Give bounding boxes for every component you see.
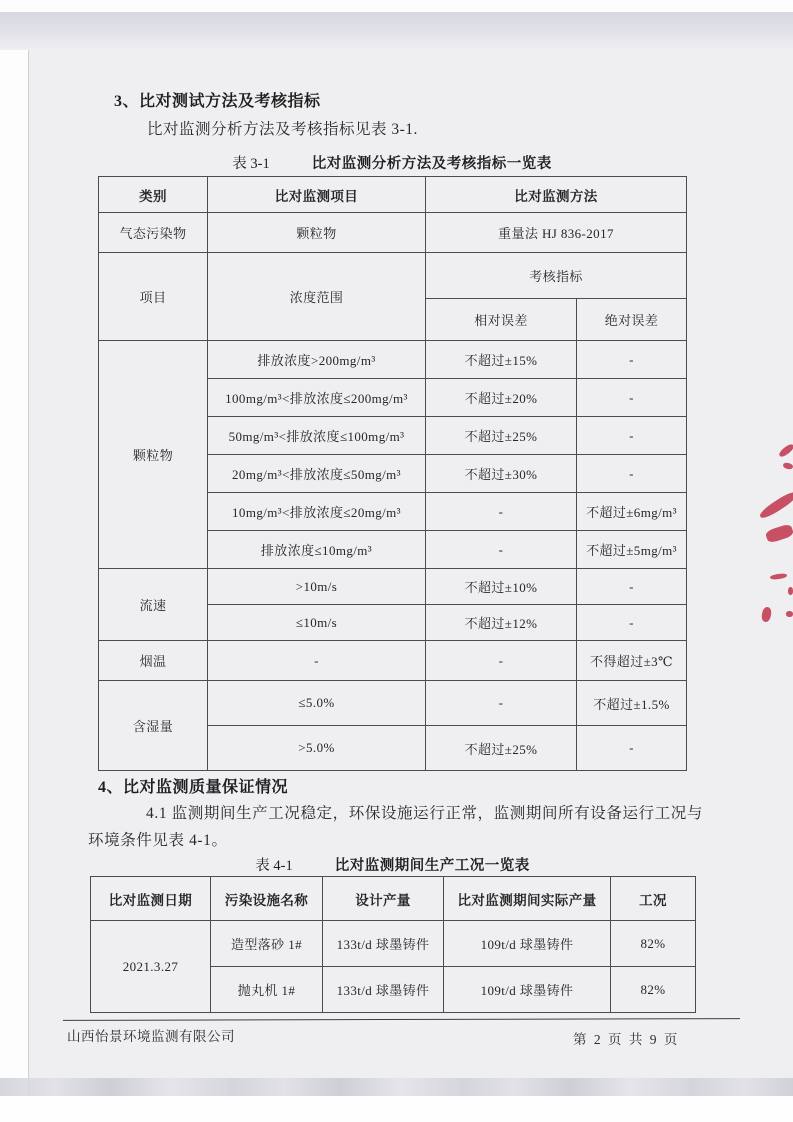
cell-abs: -	[577, 417, 687, 455]
cell-humidity-label: 含湿量	[99, 681, 208, 771]
table-row	[99, 681, 687, 726]
cell-date: 2021.3.27	[91, 921, 211, 1013]
cell-index-label: 考核指标	[426, 253, 687, 299]
red-stamp-fragment	[788, 587, 793, 595]
cell-flow-label: 流速	[99, 569, 208, 641]
cell-load: 82%	[611, 921, 696, 967]
cell-range: -	[208, 641, 426, 681]
cell-rel: 不超过±15%	[426, 341, 577, 379]
cell-load: 82%	[611, 967, 696, 1013]
cell-range: >5.0%	[208, 726, 426, 771]
cell-rel: -	[426, 641, 577, 681]
cell-abs: -	[577, 379, 687, 417]
header-cell: 设计产量	[323, 877, 444, 921]
header-cell: 工况	[611, 877, 696, 921]
cell-particulate-label: 颗粒物	[99, 341, 208, 569]
cell-actual-output: 109t/d 球墨铸件	[444, 921, 611, 967]
cell-abs: -	[577, 455, 687, 493]
scan-artifact-top-band	[0, 12, 793, 50]
section-3-intro: 比对监测分析方法及考核指标见表 3-1.	[147, 121, 418, 138]
cell-item-label: 项目	[99, 253, 208, 341]
cell-temp-label: 烟温	[99, 641, 208, 681]
cell-abs: 不超过±1.5%	[577, 681, 687, 726]
cell-abs: -	[577, 341, 687, 379]
header-cell: 比对监测项目	[208, 177, 426, 213]
table-row	[99, 569, 687, 605]
cell-range: 20mg/m³<排放浓度≤50mg/m³	[208, 455, 426, 493]
cell-facility: 造型落砂 1#	[211, 921, 323, 967]
cell-abs: -	[577, 569, 687, 605]
cell-rel: 不超过±25%	[426, 726, 577, 771]
table-4-1	[90, 876, 696, 1013]
cell-abs: 不得超过±3℃	[577, 641, 687, 681]
cell-rel: 不超过±30%	[426, 455, 577, 493]
header-cell: 比对监测期间实际产量	[444, 877, 611, 921]
table-3-1-caption	[98, 152, 686, 173]
cell-range: >10m/s	[208, 569, 426, 605]
cell-design-output: 133t/d 球墨铸件	[323, 921, 444, 967]
table-3-1-caption-label: 表 3-1	[232, 156, 270, 172]
subheader-absolute-error: 绝对误差	[577, 299, 687, 341]
header-cell: 比对监测方法	[426, 177, 687, 213]
cell-abs: 不超过±5mg/m³	[577, 531, 687, 569]
red-stamp-fragment	[786, 611, 793, 617]
cell-range-label: 浓度范围	[208, 253, 426, 341]
cell-rel: 不超过±20%	[426, 379, 577, 417]
section-4-body: 4.1 监测期间生产工况稳定，环保设施运行正常，监测期间所有设备运行工况与环境条件见表 4-1。	[88, 805, 703, 849]
cell-range: 排放浓度≤10mg/m³	[208, 531, 426, 569]
cell-rel: 不超过±25%	[426, 417, 577, 455]
table-3-1-caption-title: 比对监测分析方法及考核指标一览表	[311, 156, 552, 172]
cell-abs: -	[577, 605, 687, 641]
table-4-1-caption	[90, 854, 695, 875]
table-4-1-caption-label: 表 4-1	[255, 858, 293, 874]
cell-rel: -	[426, 531, 577, 569]
cell-item: 颗粒物	[208, 213, 426, 253]
cell-rel: 不超过±12%	[426, 605, 577, 641]
header-cell: 比对监测日期	[91, 877, 211, 921]
scan-artifact-bottom-band	[0, 1078, 793, 1096]
cell-range: ≤5.0%	[208, 681, 426, 726]
table-4-1-caption-title: 比对监测期间生产工况一览表	[334, 858, 530, 874]
table-row	[99, 641, 687, 681]
cell-abs: -	[577, 726, 687, 771]
cell-actual-output: 109t/d 球墨铸件	[444, 967, 611, 1013]
cell-facility: 抛丸机 1#	[211, 967, 323, 1013]
table-3-1	[98, 176, 687, 771]
footer-company-name: 山西怡景环境监测有限公司	[67, 1029, 235, 1044]
cell-rel: -	[426, 681, 577, 726]
footer-page-number: 第 2 页 共 9 页	[573, 1032, 680, 1047]
section-4-heading: 4、比对监测质量保证情况	[98, 779, 289, 796]
cell-category: 气态污染物	[99, 213, 208, 253]
table-row	[91, 921, 696, 967]
table-row	[99, 177, 687, 213]
cell-range: ≤10m/s	[208, 605, 426, 641]
cell-range: 10mg/m³<排放浓度≤20mg/m³	[208, 493, 426, 531]
cell-range: 排放浓度>200mg/m³	[208, 341, 426, 379]
header-cell: 污染设施名称	[211, 877, 323, 921]
cell-rel: 不超过±10%	[426, 569, 577, 605]
table-row	[99, 253, 687, 299]
section-3-heading: 3、比对测试方法及考核指标	[114, 93, 321, 110]
cell-abs: 不超过±6mg/m³	[577, 493, 687, 531]
scan-artifact-bottom-white	[0, 1096, 793, 1122]
cell-rel: -	[426, 493, 577, 531]
header-cell: 类别	[99, 177, 208, 213]
table-row	[99, 213, 687, 253]
subheader-relative-error: 相对误差	[426, 299, 577, 341]
cell-method: 重量法 HJ 836-2017	[426, 213, 687, 253]
cell-design-output: 133t/d 球墨铸件	[323, 967, 444, 1013]
table-row	[99, 341, 687, 379]
cell-range: 50mg/m³<排放浓度≤100mg/m³	[208, 417, 426, 455]
table-row	[91, 877, 696, 921]
cell-range: 100mg/m³<排放浓度≤200mg/m³	[208, 379, 426, 417]
